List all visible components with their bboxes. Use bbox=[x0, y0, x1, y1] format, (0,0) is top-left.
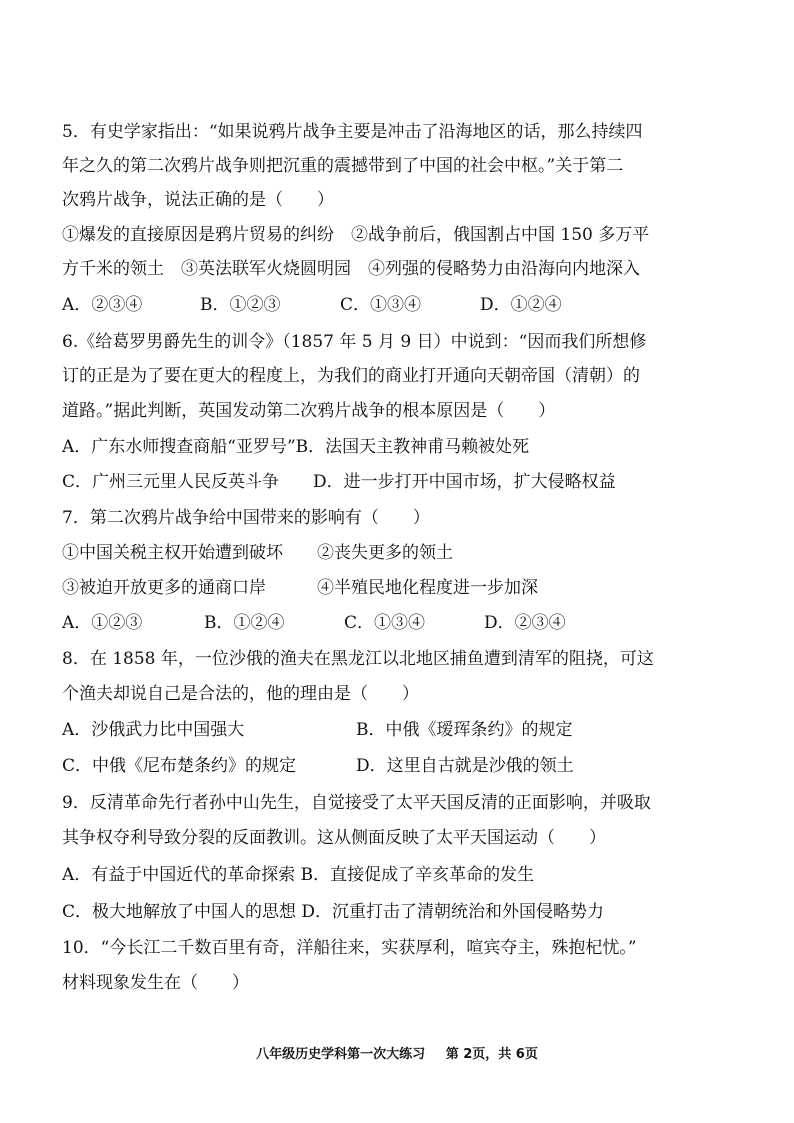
q10-stem-line-1: 10．“今长江二千数百里有奇，洋船往来，实获厚利，喧宾夺主，殊抱杞忧。” bbox=[62, 938, 637, 958]
q7-option-b: B．①②④ bbox=[204, 613, 285, 633]
footer-page-number: 第 2页，共 6页 bbox=[445, 1047, 538, 1062]
q9-options-line-1: A．有益于中国近代的革命探索 B．直接促成了辛亥革命的发生 bbox=[62, 865, 535, 885]
q6-options-line-2: C．广州三元里人民反英斗争 D．进一步打开中国市场，扩大侵略权益 bbox=[62, 472, 616, 492]
q9-stem-line-2: 其争权夺利导致分裂的反面教训。这从侧面反映了太平天国运动（ ） bbox=[62, 828, 606, 848]
q7-option-a: A．①②③ bbox=[62, 613, 143, 633]
q6-stem-line-1: 6.《给葛罗男爵先生的训令》（1857 年 5 月 9 日）中说到：“因而我们所想修 bbox=[62, 332, 647, 352]
q7-statement-line-2: ③被迫开放更多的通商口岸 ④半殖民地化程度进一步加深 bbox=[62, 578, 538, 598]
q9-options-line-2: C．极大地解放了中国人的思想 D．沉重打击了清朝统治和外国侵略势力 bbox=[62, 902, 605, 922]
q5-stem-line-2: 年之久的第二次鸦片战争则把沉重的震撼带到了中国的社会中枢。”关于第二 bbox=[62, 156, 624, 176]
page-footer bbox=[0, 1043, 794, 1062]
q8-stem-line-1: 8．在 1858 年，一位沙俄的渔夫在黑龙江以北地区捕鱼遭到清军的阻挠，可这 bbox=[62, 649, 654, 669]
q8-option-b: B．中俄《瑷珲条约》的规定 bbox=[356, 720, 573, 740]
footer-title: 八年级历史学科第一次大练习 bbox=[256, 1047, 426, 1062]
q5-option-a: A．②③④ bbox=[62, 295, 143, 315]
q8-option-c: C．中俄《尼布楚条约》的规定 bbox=[62, 756, 297, 776]
q5-statement-line-2: 方千米的领土 ③英法联军火烧圆明园 ④列强的侵略势力由沿海向内地深入 bbox=[62, 259, 640, 279]
q7-option-d: D．②③④ bbox=[484, 613, 566, 633]
q6-stem-line-2: 订的正是为了要在更大的程度上，为我们的商业打开通向天朝帝国（清朝）的 bbox=[62, 366, 640, 386]
q7-stem: 7．第二次鸦片战争给中国带来的影响有（ ） bbox=[62, 508, 430, 528]
q10-stem-line-2: 材料现象发生在（ ） bbox=[62, 973, 249, 993]
q7-statement-line-1: ①中国关税主权开始遭到破坏 ②丧失更多的领土 bbox=[62, 543, 453, 563]
q5-stem-line-1: 5．有史学家指出：“如果说鸦片战争主要是冲击了沿海地区的话，那么持续四 bbox=[62, 122, 643, 142]
q8-option-a: A．沙俄武力比中国强大 bbox=[62, 720, 245, 740]
q5-option-b: B．①②③ bbox=[200, 295, 281, 315]
q7-option-c: C．①③④ bbox=[344, 613, 426, 633]
q5-statement-line-1: ①爆发的直接原因是鸦片贸易的纠纷 ②战争前后，俄国割占中国 150 多万平 bbox=[62, 225, 650, 245]
q8-option-d: D．这里自古就是沙俄的领土 bbox=[356, 756, 574, 776]
q5-option-c: C．①③④ bbox=[340, 295, 422, 315]
q8-stem-line-2: 个渔夫却说自己是合法的，他的理由是（ ） bbox=[62, 684, 419, 704]
q6-stem-line-3: 道路。”据此判断，英国发动第二次鸦片战争的根本原因是（ ） bbox=[62, 401, 556, 421]
q5-stem-line-3: 次鸦片战争，说法正确的是（ ） bbox=[62, 190, 334, 210]
q5-option-d: D．①②④ bbox=[480, 295, 562, 315]
q9-stem-line-1: 9．反清革命先行者孙中山先生，自觉接受了太平天国反清的正面影响，并吸取 bbox=[62, 793, 651, 813]
q6-options-line-1: A．广东水师搜查商船“亚罗号”B．法国天主教神甫马赖被处死 bbox=[62, 437, 530, 457]
